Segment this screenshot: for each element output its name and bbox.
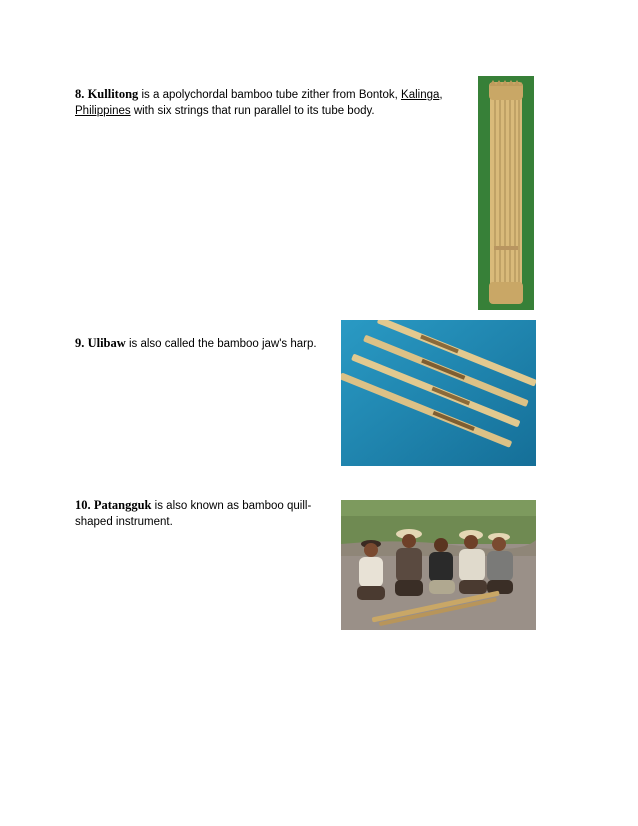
philippines-link[interactable]: Philippines [75,105,131,117]
ulibaw-illustration [341,320,536,466]
kalinga-link[interactable]: Kalinga [401,89,440,101]
kullitong-photo [478,76,534,310]
entry-10-number: 10. [75,498,91,512]
entry-9-description: is also called the bamboo jaw's harp. [125,338,317,350]
kullitong-illustration [478,76,534,310]
patangguk-photo [341,500,536,630]
entry-9-term: Ulibaw [87,336,126,350]
ulibaw-photo [341,320,536,466]
entry-9-text [75,335,320,352]
entry-8-description: is a apolychordal bamboo tube zither from Bontok, [138,89,402,101]
entry-8-comma: , [439,89,443,101]
entry-10-description: is also known as bamboo quill-shaped instrument. [75,500,312,528]
entry-8-description-end: with six strings that run parallel to its tube body. [130,105,375,117]
entry-8-term: Kullitong [87,87,139,101]
entry-8-number: 8. [75,87,85,101]
entry-10-text [75,497,330,530]
entry-8-text [75,86,475,119]
entry-9-number: 9. [75,336,85,350]
patangguk-illustration [341,500,536,630]
entry-10-term: Patangguk [93,498,152,512]
